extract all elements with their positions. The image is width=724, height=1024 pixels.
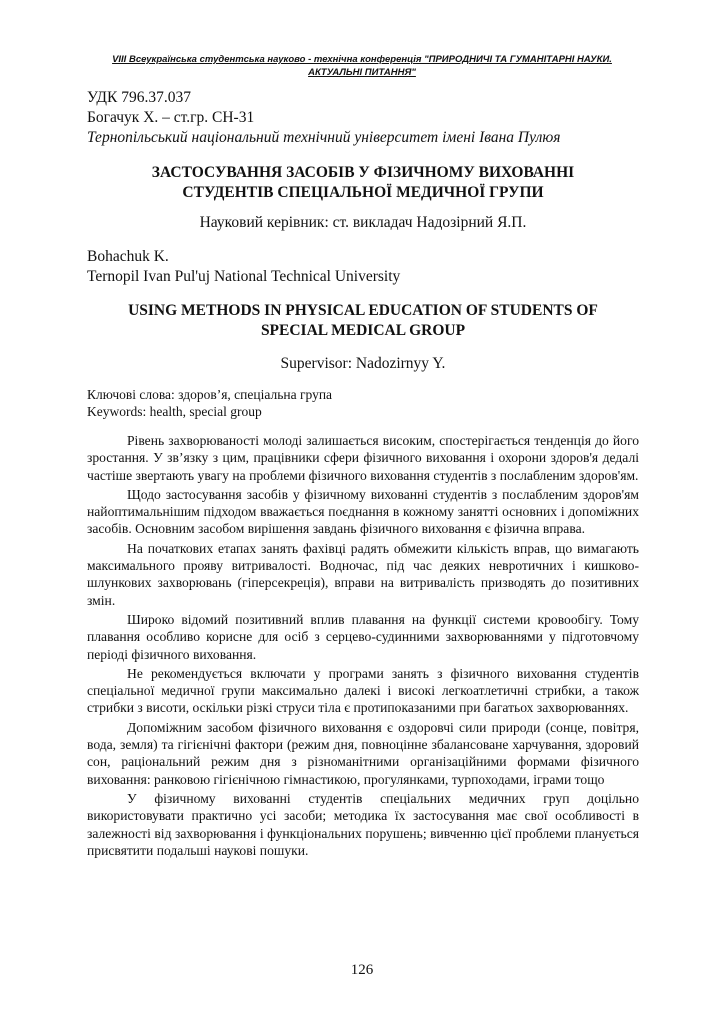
paragraph: Рівень захворюваності молоді залишається високим, спостерігається тенденція до його зростання. У зв’язку з цим, працівники сфери фізичного виховання і охорони здоров'я дедалі частіше звертають увагу на проблеми фізичного виховання студентів з послабленим здоров'ям. bbox=[87, 433, 639, 483]
body-text bbox=[87, 432, 639, 861]
udc-code: УДК 796.37.037 bbox=[87, 89, 191, 106]
eng-supervisor: Supervisor: Nadozirnyy Y. bbox=[280, 355, 446, 372]
keywords-block bbox=[87, 386, 639, 420]
paragraph: Допоміжним засобом фізичного виховання є оздоровчі сили природи (сонце, повітря, вода, земля) та гігієнічні фактори (режим дня, повноцінне збалансоване харчування, здоровий сон, раціональний режим дня з різноманітними організаційними формами фізичного виховання: ранковою гігієнічною гімнастикою, прогулянками, турпоходами, іграми тощо bbox=[87, 719, 639, 787]
keywords-ukr: Ключові слова: здоров’я, спеціальна група bbox=[87, 387, 333, 402]
keywords-eng: Keywords: health, special group bbox=[87, 404, 262, 419]
paragraph: Не рекомендується включати у програми занять з фізичного виховання студентів спеціальної медичної групи максимально далекі і високі легкоатлетичні стрибки, а також стрибки з висоти, оскільки різкі струси тіла є протипоказаними при багатьох захворюваннях. bbox=[87, 665, 639, 716]
conference-header bbox=[90, 53, 634, 79]
ukr-title-line-1: ЗАСТОСУВАННЯ ЗАСОБІВ У ФІЗИЧНОМУ ВИХОВАННІ bbox=[151, 164, 575, 181]
ukr-affiliation: Тернопільський національний технічний університет імені Івана Пулюя bbox=[87, 129, 561, 146]
paragraph: На початкових етапах занять фахівці радять обмежити кількість вправ, що вимагають максимального прояву витривалості. Водночас, під час деяких невротичних і кишково-шлункових захворювань (гіперсекреція), вправи на витривалість призводять до позитивних змін. bbox=[87, 540, 639, 608]
ukr-title bbox=[87, 163, 639, 203]
ukr-title-line-2: СТУДЕНТІВ СПЕЦІАЛЬНОЇ МЕДИЧНОЇ ГРУПИ bbox=[182, 184, 544, 201]
paragraph: Широко відомий позитивний вплив плавання на функції системи кровообігу. Тому плавання особливо корисне для осіб з серцево-судинними захворюваннями у підготовчому періоді фізичного виховання. bbox=[87, 611, 639, 662]
paragraph: У фізичному вихованні студентів спеціальних медичних груп доцільно використовувати практично усі засоби; методика їх застосування має свої особливості в залежності від захворювання і функціональних порушень; вивченню цієї проблеми планується присвятити подальші наукові пошуки. bbox=[87, 790, 639, 858]
eng-title bbox=[87, 301, 639, 341]
paragraph: Щодо застосування засобів у фізичному вихованні студентів з послабленим здоров'ям найоптимальнішим підходом вважається поєднання в кожному занятті основних і допоміжних засобів. Основним засобом вирішення завдань фізичного виховання є фізична вправа. bbox=[87, 486, 639, 537]
ukr-author-block bbox=[87, 88, 639, 148]
ukr-author: Богачук Х. – ст.гр. СН-31 bbox=[87, 109, 255, 126]
eng-author-block bbox=[87, 247, 639, 287]
ukr-supervisor: Науковий керівник: ст. викладач Надозірний Я.П. bbox=[199, 214, 527, 231]
conference-header-line-2: АКТУАЛЬНІ ПИТАННЯ" bbox=[308, 67, 416, 78]
eng-author: Bohachuk K. bbox=[87, 248, 169, 265]
conference-header-line-1: VIII Всеукраїнська студентська науково - технічна конференція "ПРИРОДНИЧІ ТА ГУМАНІТАРНІ НАУКИ. bbox=[112, 54, 612, 65]
page-number: 126 bbox=[350, 962, 374, 978]
eng-title-line-2: SPECIAL MEDICAL GROUP bbox=[260, 322, 466, 339]
eng-affiliation: Ternopil Ivan Pul'uj National Technical University bbox=[87, 268, 401, 285]
eng-title-line-1: USING METHODS IN PHYSICAL EDUCATION OF STUDENTS OF bbox=[128, 302, 598, 319]
